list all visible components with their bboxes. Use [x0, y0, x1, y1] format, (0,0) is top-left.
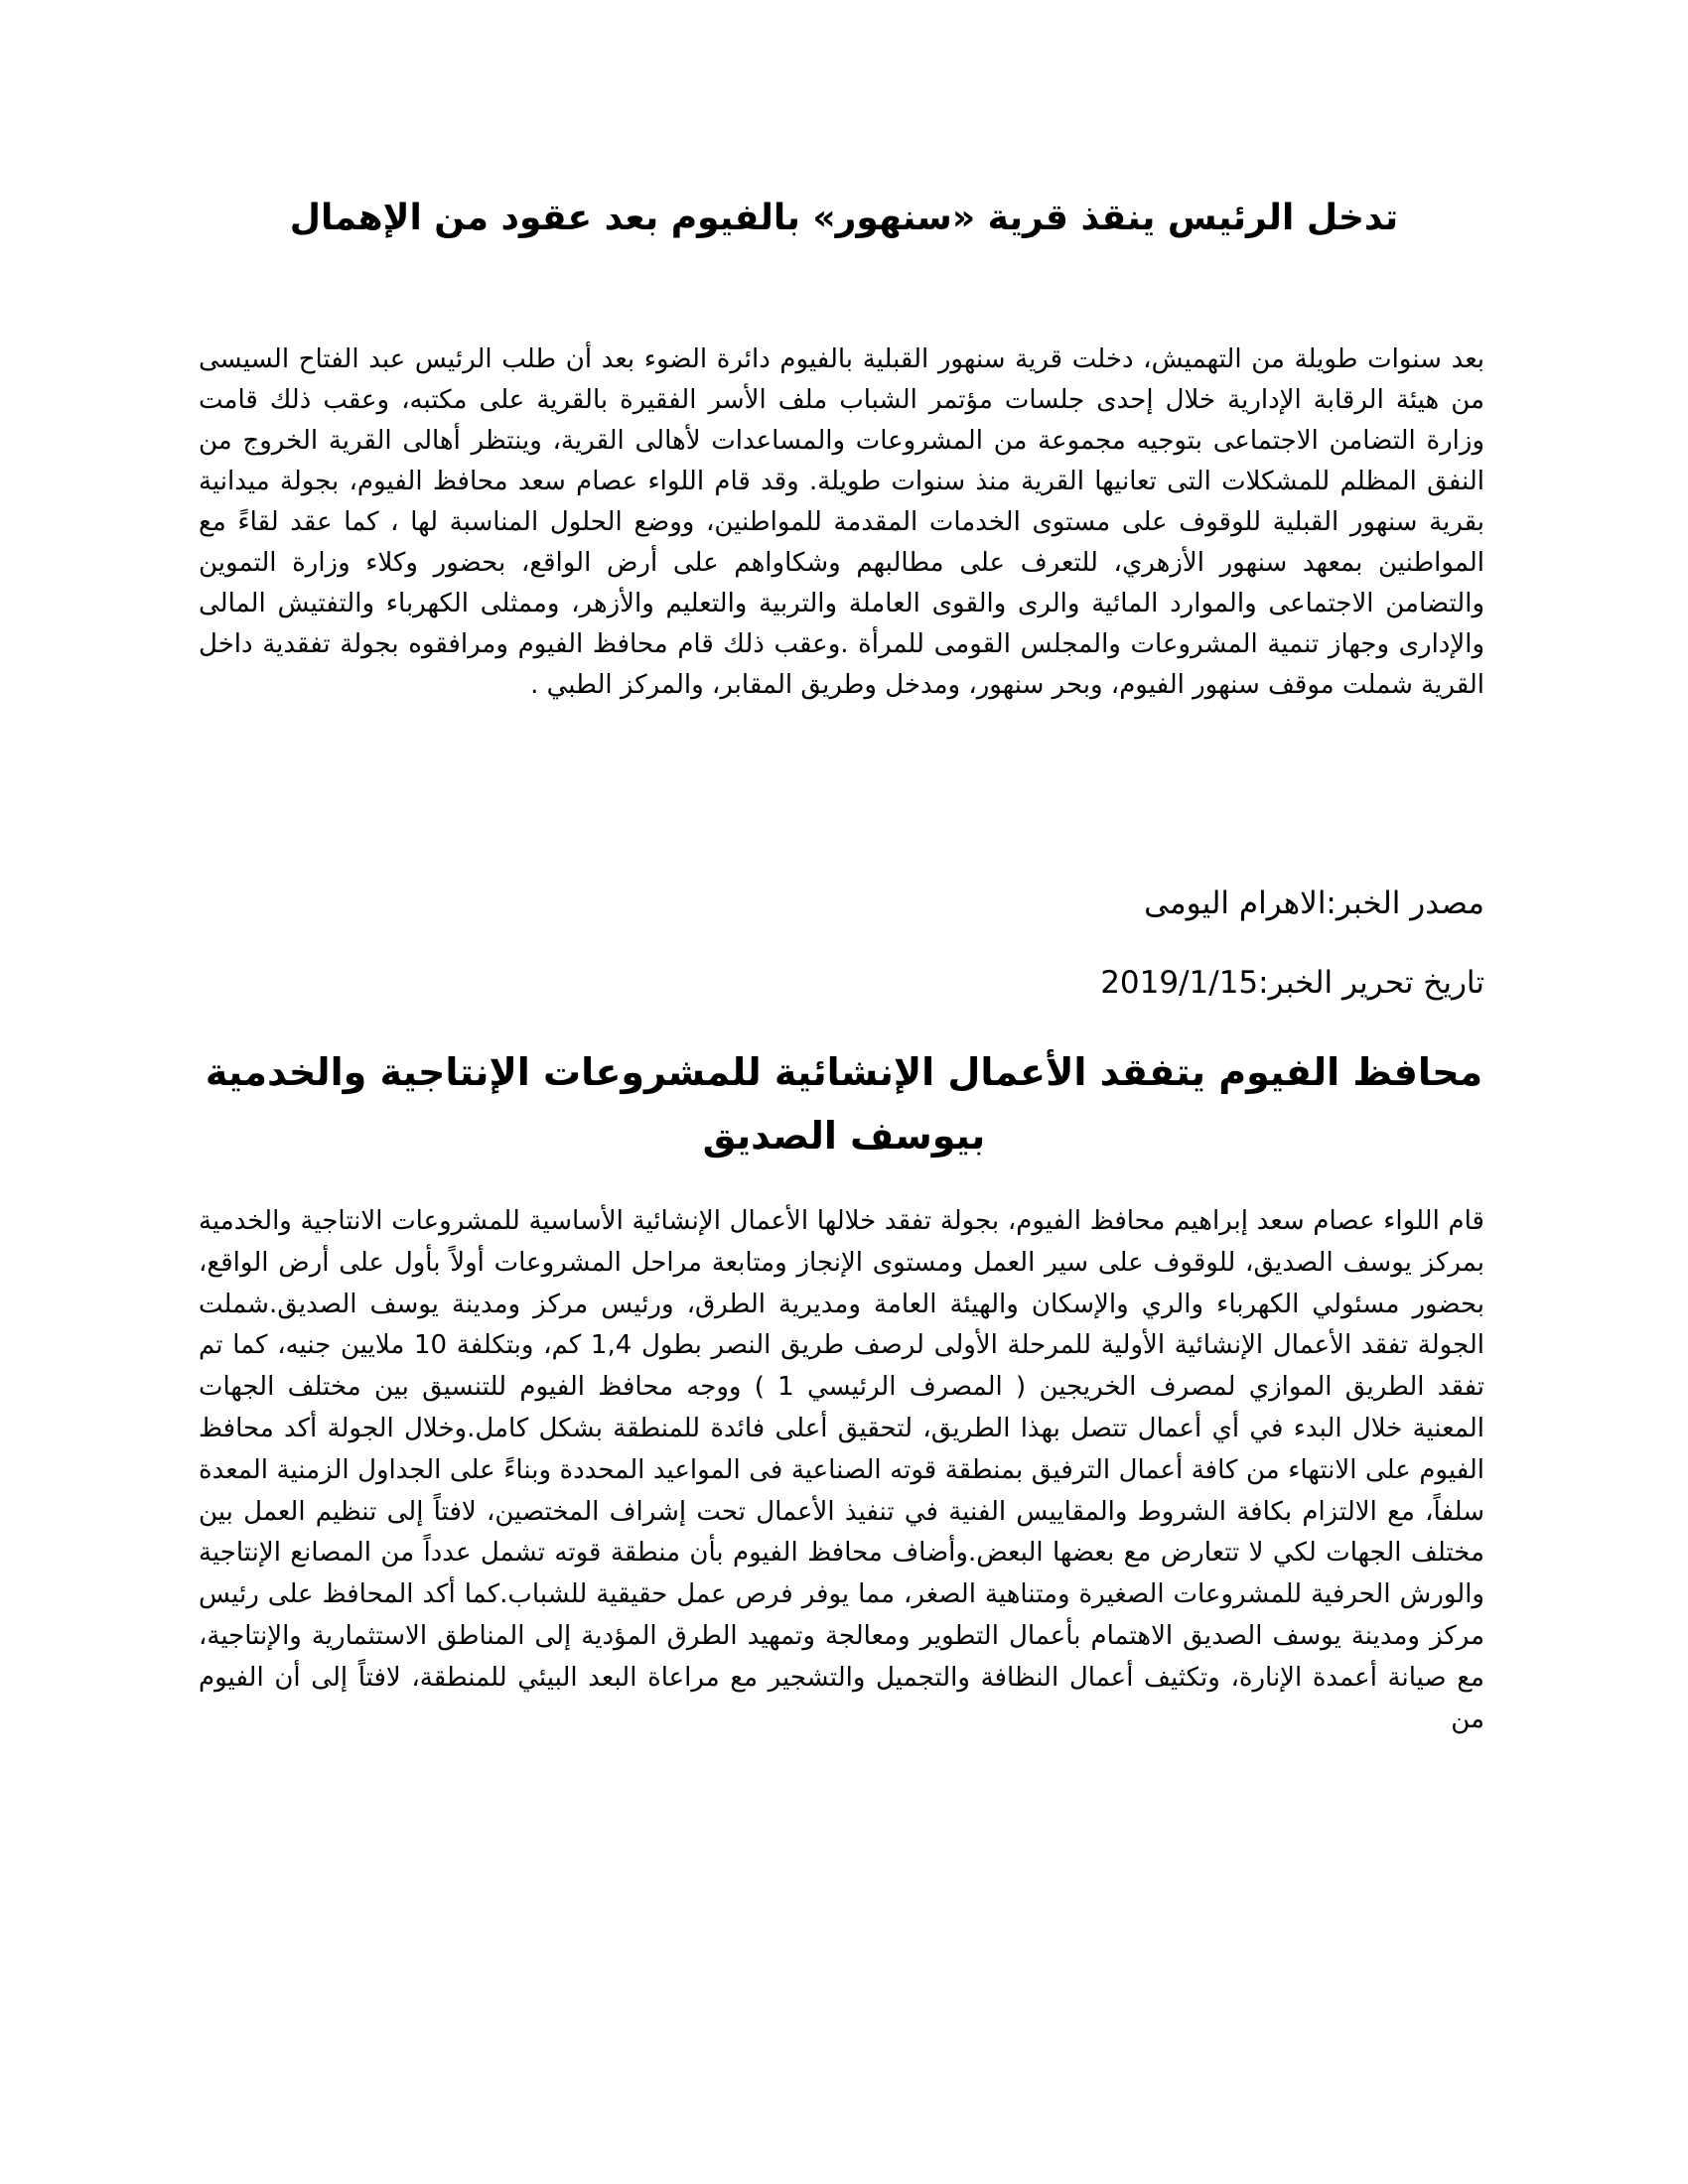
news-date: تاريخ تحرير الخبر:2019/1/15 — [1100, 965, 1484, 1001]
article2-body: قام اللواء عصام سعد إبراهيم محافظ الفيوم، بجولة تفقد خلالها الأعمال الإنشائية الأساسية للمشروعات الانتاجية والخدمية بمركز يوسف الصديق، للوقوف على سير العمل ومستوى الإنجاز ومتابعة مراحل المشروعات أولاً بأول على أرض الواقع، بحضور مسئولي الكهرباء والري والإسكان والهيئة العامة ومديرية الطرق، ورئيس مركز ومدينة يوسف الصديق.شملت الجولة تفقد الأعمال الإنشائية الأولية للمرحلة الأولى لرصف طريق النصر بطول 1,4 كم، وبتكلفة 10 ملايين جنيه، كما تم تفقد الطريق الموازي لمصرف الخريجين ( المصرف الرئيسي 1 ) ووجه محافظ الفيوم للتنسيق بين مختلف الجهات المعنية خلال البدء في أي أعمال تتصل بهذا الطريق، لتحقيق أعلى فائدة للمنطقة بشكل كامل.وخلال الجولة أكد محافظ الفيوم على الانتهاء من كافة أعمال الترفيق بمنطقة قوته الصناعية فى المواعيد المحددة وبناءً على الجداول الزمنية المعدة سلفاً، مع الالتزام بكافة الشروط والمقاييس الفنية في تنفيذ الأعمال تحت إشراف المختصين، لافتاً إلى تنظيم العمل بين مختلف الجهات لكي لا تتعارض مع بعضها البعض.وأضاف محافظ الفيوم بأن منطقة قوته تشمل عدداً من المصانع الإنتاجية والورش الحرفية للمشروعات الصغيرة ومتناهية الصغر، مما يوفر فرص عمل حقيقية للشباب.كما أكد المحافظ على رئيس مركز ومدينة يوسف الصديق الاهتمام بأعمال التطوير ومعالجة وتمهيد الطرق المؤدية إلى المناطق الاستثمارية والإنتاجية، مع صيانة أعمدة الإنارة، وتكثيف أعمال النظافة والتجميل والتشجير مع مراعاة البعد البيئي للمنطقة، لافتاً إلى أن الفيوم من — [199, 1206, 1485, 1734]
article1-body: بعد سنوات طويلة من التهميش، دخلت قرية سنهور القبلية بالفيوم دائرة الضوء بعد أن طلب الرئيس عبد الفتاح السيسى من هيئة الرقابة الإدارية خلال إحدى جلسات مؤتمر الشباب ملف الأسر الفقيرة بالقرية على مكتبه، وعقب ذلك قامت وزارة التضامن الاجتماعى بتوجيه مجموعة من المشروعات والمساعدات لأهالى القرية، وينتظر أهالى القرية الخروج من النفق المظلم للمشكلات التى تعانيها القرية منذ سنوات طويلة. وقد قام اللواء عصام سعد محافظ الفيوم، بجولة ميدانية بقرية سنهور القبلية للوقوف على مستوى الخدمات المقدمة للمواطنين، ووضع الحلول المناسبة لها ، كما عقد لقاءً مع المواطنين بمعهد سنهور الأزهري، للتعرف على مطالبهم وشكاواهم على أرض الواقع، بحضور وكلاء وزارة التموين والتضامن الاجتماعى والموارد المائية والرى والقوى العاملة والتربية والتعليم والأزهر، وممثلى الكهرباء والتفتيش المالى والإدارى وجهاز تنمية المشروعات والمجلس القومى للمرأة .وعقب ذلك قام محافظ الفيوم ومرافقوه بجولة تفقدية داخل القرية شملت موقف سنهور الفيوم، وبحر سنهور، ومدخل وطريق المقابر، والمركز الطبي . — [199, 344, 1484, 700]
article2-title: محافظ الفيوم يتفقد الأعمال الإنشائية للمشروعات الإنتاجية والخدمية بيوسف الصديق — [205, 1050, 1483, 1158]
news-source: مصدر الخبر:الاهرام اليومى — [1144, 886, 1484, 921]
article1-title: تدخل الرئيس ينقذ قرية «سنهور» بالفيوم بعد عقود من الإهمال — [289, 198, 1399, 238]
